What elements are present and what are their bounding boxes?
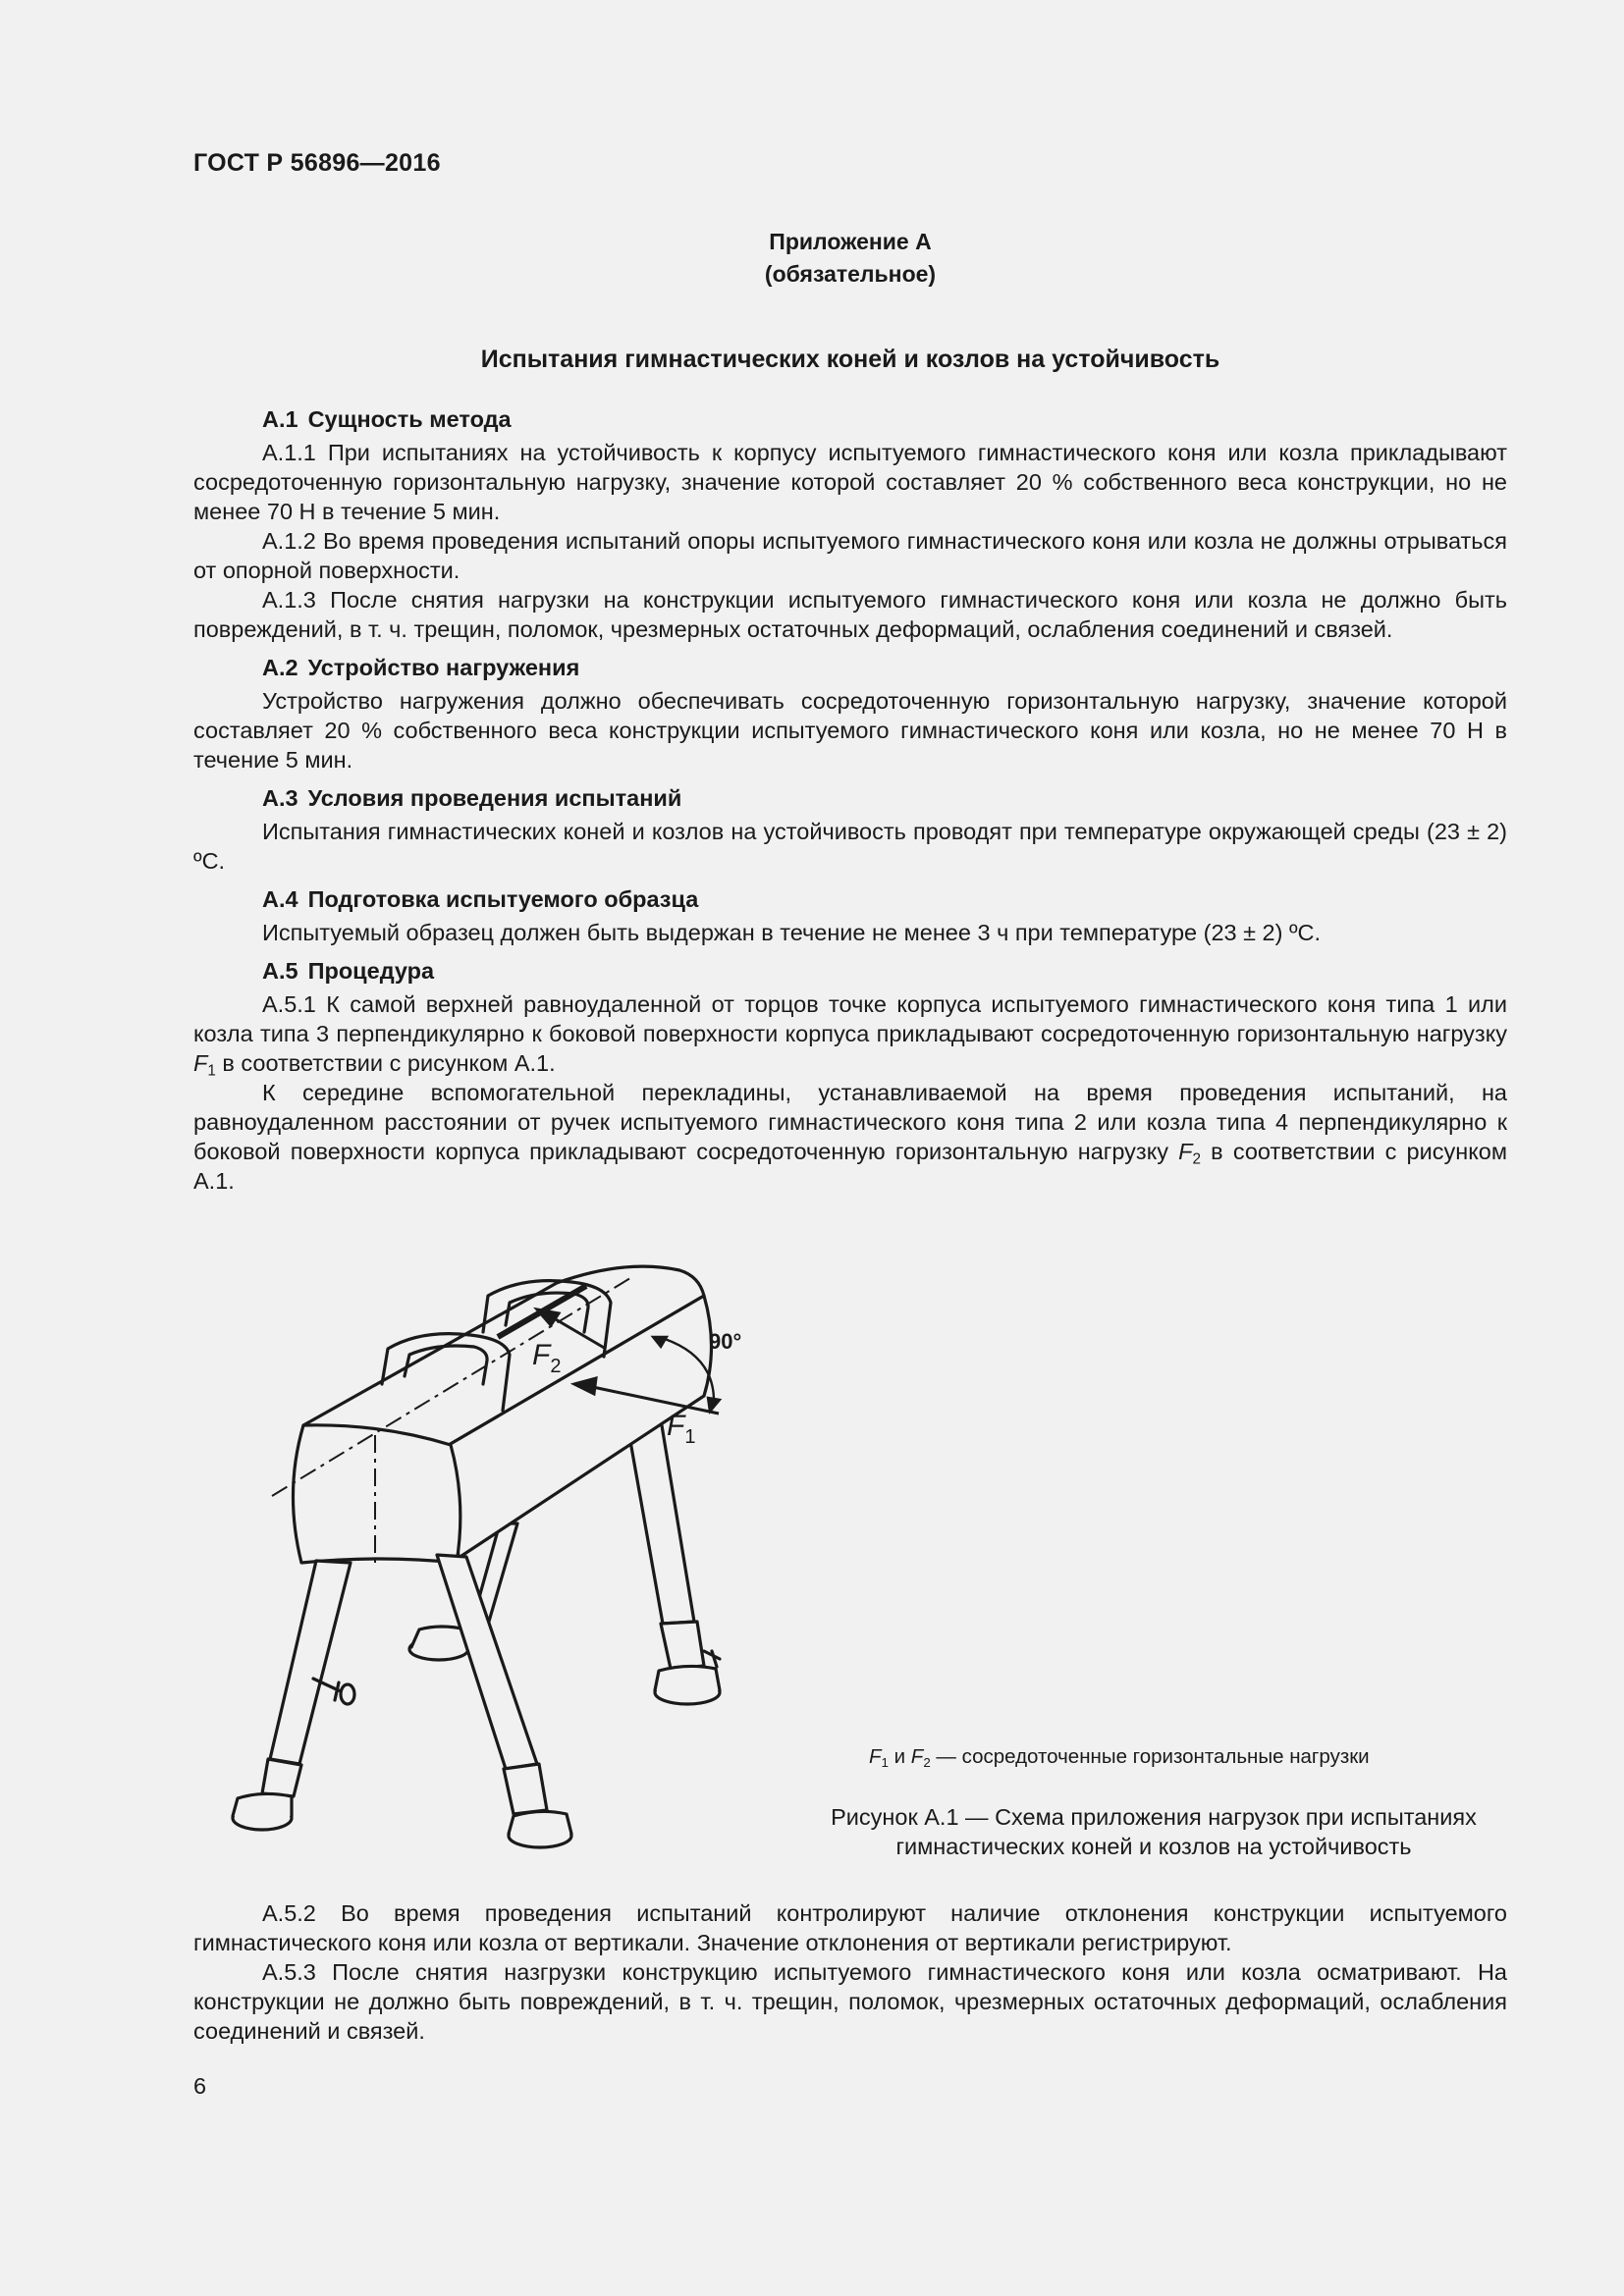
document-code: ГОСТ Р 56896—2016 (193, 149, 441, 177)
section-heading-a1: А.1 Сущность метода (262, 406, 512, 432)
paragraph-a3-1: Испытания гимнастических коней и козлов на устойчивость проводят при температуре окружающей среды (23 ± 2) ºС. (193, 819, 1507, 874)
figure-caption: Рисунок А.1 — Схема приложения нагрузок при испытаниях гимнастических коней и козлов на устойчивость (831, 1804, 1477, 1859)
paragraph-a1-3: А.1.3 После снятия нагрузки на конструкции испытуемого гимнастического коня или козла не должно быть повреждений, в т. ч. трещин, поломок, чрезмерных остаточных деформаций, ослабления соединений и связей. (193, 587, 1507, 642)
f1-label: $F_1$ (667, 1410, 696, 1448)
paragraph-a1-2: А.1.2 Во время проведения испытаний опоры испытуемого гимнастического коня или козла не должны отрываться от опорной поверхности. (193, 528, 1507, 583)
paragraph-a2-1: Устройство нагружения должно обеспечивать сосредоточенную горизонтальную нагрузку, значение которой составляет 20 % собственного веса конструкции испытуемого гимнастического коня или козла, но не менее 70 Н в течение 5 мин. (193, 688, 1507, 773)
appendix-status: (обязательное) (764, 261, 937, 287)
paragraph-a5-1-cont: К середине вспомогательной перекладины, устанавливаемой на время проведения испытаний, на равноудаленном расстоянии от ручек испытуемого гимнастического коня типа 2 или козла типа 4 перпендикулярно к боковой поверхности корпуса прикладывают сосредоточенную горизонтальную нагрузку $F_2$ в соответствии с рисунком А.1. (193, 1080, 1507, 1194)
paragraph-a4-1: Испытуемый образец должен быть выдержан в течение не менее 3 ч при температуре (23 ± 2) ºС. (262, 920, 1322, 945)
page-number: 6 (193, 2073, 207, 2099)
front-left-leg (233, 1561, 354, 1830)
front-right-leg (437, 1555, 571, 1847)
section-heading-a5: А.5 Процедура (262, 958, 435, 984)
main-title: Испытания гимнастических коней и козлов на устойчивость (480, 346, 1220, 373)
figure-legend: $F_1$ и $F_2$ — сосредоточенные горизонтальные нагрузки (869, 1745, 1370, 1770)
main-content (193, 404, 1507, 1196)
section-heading-a4: А.4 Подготовка испытуемого образца (262, 886, 699, 912)
paragraph-a5-2: А.5.2 Во время проведения испытаний контролируют наличие отклонения конструкции испытуемого гимнастического коня или козла от вертикали. Значение отклонения от вертикали регистрируют. (193, 1900, 1507, 1955)
f2-label: $F_2$ (532, 1339, 562, 1377)
pommel-horse-diagram (193, 1239, 1509, 1887)
paragraph-a5-1: А.5.1 К самой верхней равноудаленной от торцов точке корпуса испытуемого гимнастического коня типа 1 или козла типа 3 перпендикулярно к боковой поверхности корпуса прикладывают сосредоточенную горизонтальную нагрузку $F_1$ в соответствии с рисунком А.1. (193, 991, 1507, 1080)
back-right-leg (625, 1414, 720, 1704)
angle-label: 90° (709, 1329, 742, 1354)
content-after-figure (193, 1898, 1507, 2046)
paragraph-a5-3: А.5.3 После снятия назгрузки конструкцию испытуемого гимнастического коня или козла осматривают. На конструкции не должно быть повреждений, в т. ч. трещин, поломок, чрезмерных остаточных деформаций, ослабления соединений и связей. (193, 1959, 1507, 2044)
appendix-title: Приложение А (769, 229, 932, 254)
section-heading-a2: А.2 Устройство нагружения (262, 655, 580, 680)
paragraph-a1-1: А.1.1 При испытаниях на устойчивость к корпусу испытуемого гимнастического коня или козла прикладывают сосредоточенную горизонтальную нагрузку, значение которой составляет 20 % собственного веса конструкции, но не менее 70 Н в течение 5 мин. (193, 440, 1507, 524)
section-heading-a3: А.3 Условия проведения испытаний (262, 785, 682, 811)
figure-a1 (193, 1239, 1509, 1887)
